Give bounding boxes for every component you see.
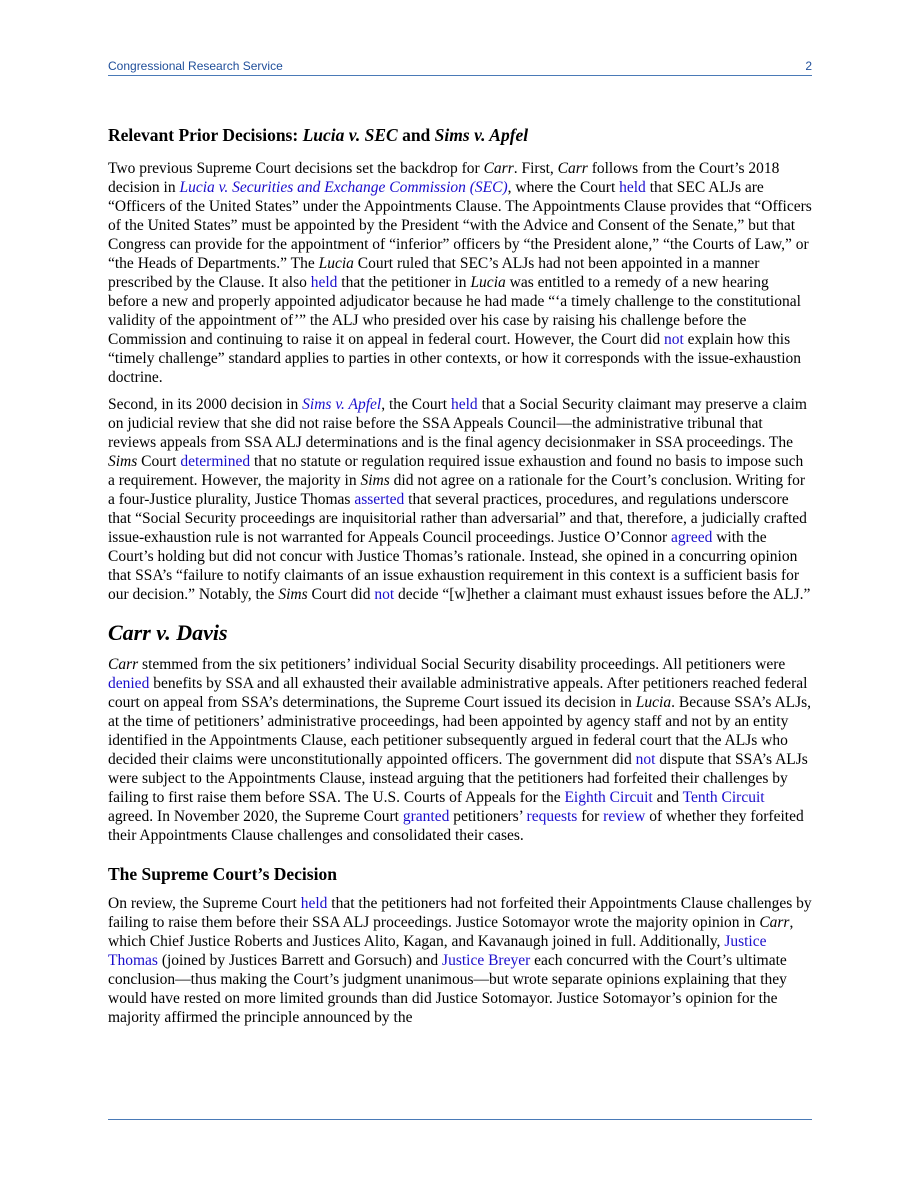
text-run: of whether they forfeited their Appointments Clause challenges and consolidated their cases. [108, 808, 804, 844]
link-denied[interactable]: denied [108, 675, 150, 692]
text-run: was entitled to a remedy of a new hearing before a new and properly appointed adjudicator because he had made “‘a timely challenge to the constitutional validity of the appointment of’” the ALJ who presided over his case by raising his challenge before the Commission and continuing to raise it on appeal in federal court. However, the Court did [108, 274, 801, 348]
text-run: benefits by SSA and all exhausted their available administrative appeals. After petitioners reached federal court on appeal from SSA’s determinations, the Supreme Court issued its decision in [108, 675, 808, 711]
case-name: Sims [108, 453, 138, 470]
text-run: (joined by Justices Barrett and Gorsuch) and [157, 952, 443, 969]
paragraph-carr-1 [108, 655, 812, 845]
text-run: Court did [307, 586, 375, 603]
text-run: decide “[w]hether a claimant must exhaust issues before the ALJ.” [394, 586, 811, 603]
paragraph-prior-2 [108, 395, 812, 604]
heading-text: Relevant Prior Decisions: [108, 125, 303, 145]
text-run: , which Chief Justice Roberts and Justices Alito, Kagan, and Kavanaugh joined in full. Additionally, [108, 914, 794, 950]
link-justice-breyer[interactable]: Justice Breyer [442, 952, 531, 969]
text-run: petitioners’ [449, 808, 527, 825]
text-run: On review, the Supreme Court [108, 895, 301, 912]
text-run: that SEC ALJs are “Officers of the United States” under the Appointments Clause. The Appointments Clause provides that “Officers of the United States” must be appointed by the President “with the Advice and Consent of the Senate,” but that Congress can provide for the appointment of “inferior” officers by “the President alone,” “the Courts of Law,” or “the Heads of Departments.” The [108, 179, 812, 272]
page-number: 2 [805, 59, 812, 73]
text-run: did not agree on a rationale for the Court’s conclusion. Writing for a four-Justice plurality, Justice Thomas [108, 472, 806, 508]
text-run: dispute that SSA’s ALJs were subject to the Appointments Clause, instead arguing that the petitioners had forfeited their challenges by failing to first raise them before SSA. The U.S. Courts of Appeals for the [108, 751, 808, 806]
text-run: that the petitioners had not forfeited their Appointments Clause challenges by failing to raise them before their SSA ALJ proceedings. Justice Sotomayor wrote the majority opinion in [108, 895, 812, 931]
link-held[interactable]: held [451, 396, 478, 413]
case-name: Sims [278, 586, 308, 603]
case-name: Lucia [470, 274, 506, 291]
text-run: stemmed from the six petitioners’ individual Social Security disability proceedings. All petitioners were [138, 656, 786, 673]
text-run: that no statute or regulation required issue exhaustion and found no basis to impose such a requirement. However, the majority in [108, 453, 804, 489]
text-run: with the Court’s holding but did not concur with Justice Thomas’s rationale. Instead, she opined in a concurring opinion that SSA’s “failure to notify claimants of an issue exhaustion requirement in this context is a sufficient basis for our decision.” Notably, the [108, 529, 800, 603]
text-run: agreed. In November 2020, the Supreme Court [108, 808, 403, 825]
text-run: each concurred with the Court’s ultimate conclusion—thus making the Court’s judgment unanimous—but wrote separate opinions explaining that they would have rested on more limited grounds than did Justice Sotomayor. Justice Sotomayor’s opinion for the majority affirmed the principle announced by the [108, 952, 787, 1026]
link-requests[interactable]: requests [526, 808, 578, 825]
link-not[interactable]: not [374, 586, 395, 603]
link-held[interactable]: held [300, 895, 328, 912]
link-not[interactable]: not [635, 751, 656, 768]
text-run: Court [137, 453, 181, 470]
text-run: . First, [513, 160, 558, 177]
link-sims-decision[interactable]: Sims v. Apfel [302, 396, 382, 413]
text-run: follows from the Court’s 2018 decision in [108, 160, 780, 196]
case-name: Lucia [318, 255, 354, 272]
case-name: Carr [557, 160, 588, 177]
case-name: Sims [360, 472, 390, 489]
case-name: Carr [108, 656, 139, 673]
header-org-name: Congressional Research Service [108, 59, 283, 73]
text-run: Second, in its 2000 decision in [108, 396, 303, 413]
link-lucia-decision[interactable]: Lucia v. Securities and Exchange Commission (SEC) [179, 179, 508, 196]
text-run: . Because SSA’s ALJs, at the time of petitioners’ administrative proceedings, had been appointed by agency staff and not by an entity identified in the Appointments Clause, each petitioner subsequently argued in federal court that the ALJs who decided their claims were unconstitutionally appointed officers. The government did [108, 694, 812, 768]
link-agreed[interactable]: agreed [671, 529, 713, 546]
section-heading-prior-decisions [108, 124, 812, 146]
heading-text: and [397, 125, 435, 145]
paragraph-prior-1 [108, 159, 812, 387]
link-held[interactable]: held [310, 274, 338, 291]
text-run: that a Social Security claimant may preserve a claim on judicial review that she did not raise before the SSA Appeals Council—the administrative tribunal that reviews appeals from SSA ALJ determinations and is the final agency decisionmaker in SSA proceedings. The [108, 396, 807, 451]
case-name: Carr [483, 160, 514, 177]
link-tenth-circuit[interactable]: Tenth Circuit [682, 789, 765, 806]
link-determined[interactable]: determined [180, 453, 251, 470]
section-heading-decision: The Supreme Court’s Decision [108, 864, 337, 884]
link-review[interactable]: review [603, 808, 646, 825]
section-heading-carr-v-davis: Carr v. Davis [108, 620, 228, 645]
text-run: for [577, 808, 604, 825]
link-not[interactable]: not [663, 331, 684, 348]
paragraph-decision-1 [108, 894, 812, 1027]
heading-case-lucia: Lucia v. SEC [302, 125, 398, 145]
case-name: Carr [759, 914, 790, 931]
footer-rule [108, 1119, 812, 1120]
text-run: and [652, 789, 683, 806]
link-granted[interactable]: granted [402, 808, 450, 825]
page-header [108, 58, 812, 76]
main-content [108, 124, 812, 1035]
link-held[interactable]: held [619, 179, 646, 196]
link-asserted[interactable]: asserted [354, 491, 405, 508]
text-run: that the petitioner in [337, 274, 471, 291]
case-name: Lucia [635, 694, 672, 711]
text-run: Two previous Supreme Court decisions set the backdrop for [108, 160, 484, 177]
text-run: explain how this “timely challenge” standard applies to parties in other contexts, or how it corresponds with the issue-exhaustion doctrine. [108, 331, 802, 386]
text-run: Court ruled that SEC’s ALJs had not been appointed in a manner prescribed by the Clause. It also [108, 255, 760, 291]
text-run: that several practices, procedures, and regulations underscore that “Social Security proceedings are inquisitorial rather than adversarial” and that, therefore, a judicially crafted issue-exhaustion rule is not warranted for Appeals Council proceedings. Justice O’Connor [108, 491, 807, 546]
text-run: , where the Court [507, 179, 620, 196]
link-eighth-circuit[interactable]: Eighth Circuit [564, 789, 653, 806]
text-run: , the Court [381, 396, 451, 413]
heading-case-sims: Sims v. Apfel [434, 125, 529, 145]
link-justice-thomas[interactable]: Justice Thomas [108, 933, 767, 969]
